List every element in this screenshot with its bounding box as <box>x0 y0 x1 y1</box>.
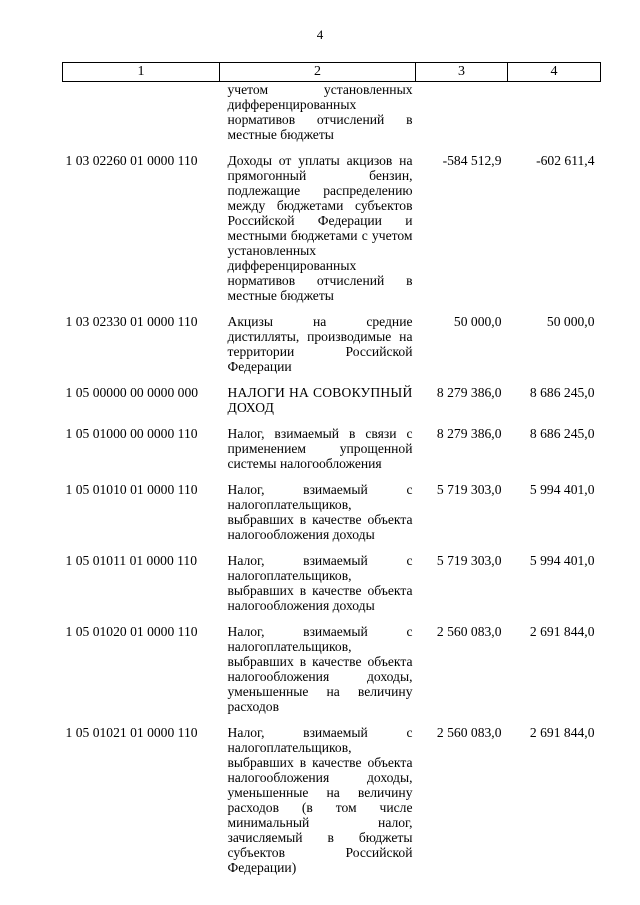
row-code: 1 05 01000 00 0000 110 <box>65 426 198 441</box>
row-code: 1 05 00000 00 0000 000 <box>65 385 199 400</box>
row-code <box>63 82 220 143</box>
header-row <box>63 63 601 82</box>
row-description: Налог, взимаемый в связи с применением упрощенной системы налогообложения <box>227 426 413 471</box>
row-description: Налог, взимаемый с налогоплательщиков, выбравших в качестве объекта налогообложения доходы <box>227 482 413 542</box>
row-code: 1 03 02260 01 0000 110 <box>65 153 198 168</box>
row-description: Налог, взимаемый с налогоплательщиков, выбравших в качестве объекта налогообложения доходы, уменьшенные на величину расходов (в том числе минимальный налог, зачисляемый в бюджеты субъектов Российской Федерации) <box>227 725 413 875</box>
page-number: 4 <box>316 27 324 42</box>
row-description: НАЛОГИ НА СОВОКУПНЫЙ ДОХОД <box>227 385 413 415</box>
table-row <box>63 153 601 303</box>
row-value-2: 50 000,0 <box>546 314 595 329</box>
row-description: Доходы от уплаты акцизов на прямогонный бензин, подлежащие распределению между бюджетами субъектов Российской Федерации и местными бюджетами с учетом установленных дифференцированных нормативов отчислений в местные бюджеты <box>227 153 413 303</box>
row-description: Налог, взимаемый с налогоплательщиков, выбравших в качестве объекта налогообложения доходы <box>227 553 413 613</box>
table-row <box>63 426 601 471</box>
row-value-1: 8 279 386,0 <box>436 385 502 400</box>
header-col-3: 3 <box>416 63 508 82</box>
row-value-1 <box>416 82 508 143</box>
table-row <box>63 624 601 714</box>
header-col-2: 2 <box>220 63 416 82</box>
row-value-1: 8 279 386,0 <box>436 426 502 441</box>
row-value-1: -584 512,9 <box>442 153 502 168</box>
row-value-1: 5 719 303,0 <box>436 482 502 497</box>
header-col-4: 4 <box>508 63 601 82</box>
table-row <box>63 385 601 415</box>
table-body <box>63 82 601 876</box>
table-row <box>63 314 601 374</box>
row-value-1: 50 000,0 <box>453 314 502 329</box>
table-row <box>63 553 601 613</box>
row-code: 1 05 01011 01 0000 110 <box>65 553 198 568</box>
row-value-2: 8 686 245,0 <box>529 426 595 441</box>
revenue-table <box>62 62 601 875</box>
table-row <box>63 82 601 143</box>
row-code: 1 05 01020 01 0000 110 <box>65 624 198 639</box>
row-description: Акцизы на средние дистилляты, производимые на территории Российской Федерации <box>227 314 413 374</box>
row-code: 1 05 01021 01 0000 110 <box>65 725 198 740</box>
header-col-1: 1 <box>63 63 220 82</box>
row-value-2: 2 691 844,0 <box>529 624 595 639</box>
row-value-2: 8 686 245,0 <box>529 385 595 400</box>
row-code: 1 05 01010 01 0000 110 <box>65 482 198 497</box>
row-value-1: 5 719 303,0 <box>436 553 502 568</box>
row-value-1: 2 560 083,0 <box>436 725 502 740</box>
row-code: 1 03 02330 01 0000 110 <box>65 314 198 329</box>
row-value-2 <box>508 82 601 143</box>
row-value-2: 2 691 844,0 <box>529 725 595 740</box>
row-value-2: -602 611,4 <box>536 153 595 168</box>
row-value-2: 5 994 401,0 <box>529 553 595 568</box>
table-row <box>63 482 601 542</box>
row-value-1: 2 560 083,0 <box>436 624 502 639</box>
row-description: учетом установленных дифференцированных нормативов отчислений в местные бюджеты <box>227 82 413 142</box>
table-row <box>63 725 601 875</box>
row-value-2: 5 994 401,0 <box>529 482 595 497</box>
table-header <box>63 63 601 82</box>
row-description: Налог, взимаемый с налогоплательщиков, выбравших в качестве объекта налогообложения доходы, уменьшенные на величину расходов <box>227 624 413 714</box>
